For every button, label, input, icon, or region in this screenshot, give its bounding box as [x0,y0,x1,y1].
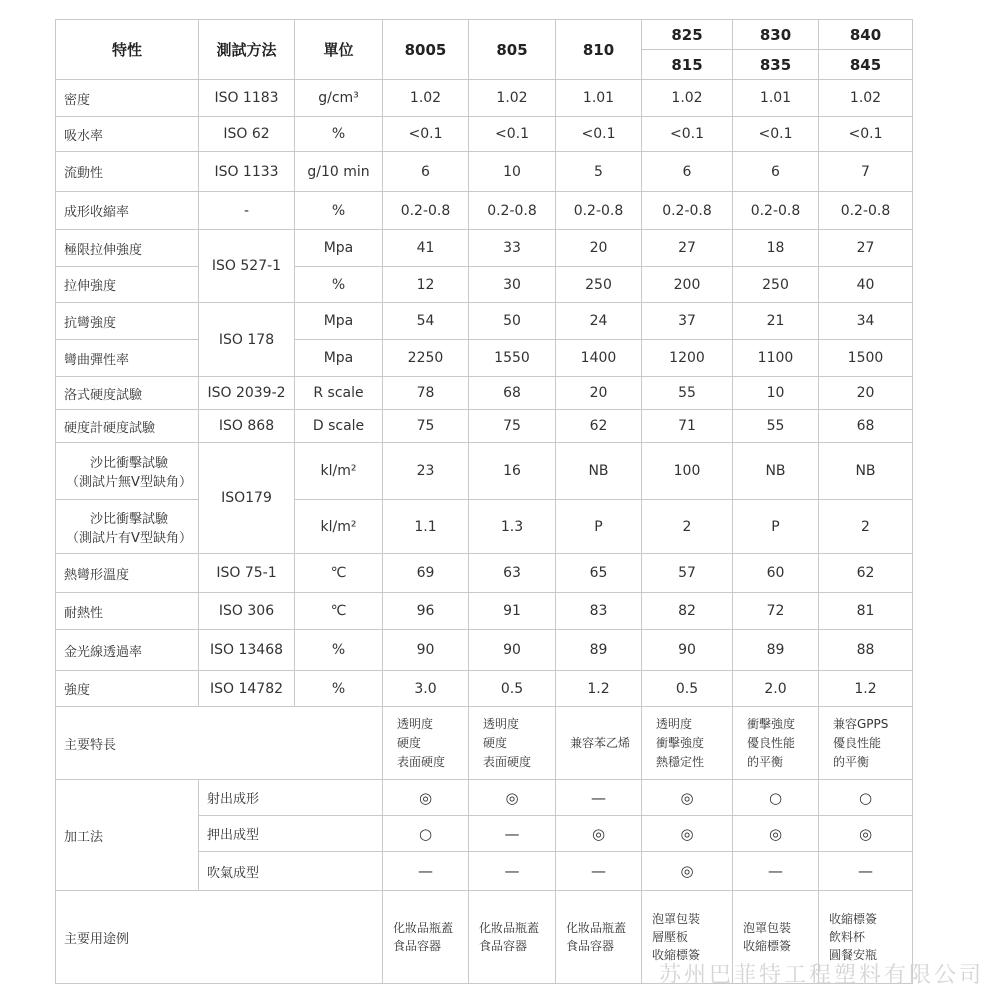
unit: kl/m² [295,500,383,554]
value-cell: 10 [469,152,556,192]
use-line: 飲料杯 [829,930,866,944]
feature-line: 兼容苯乙烯 [570,735,631,750]
value-cell: 3.0 [383,671,469,707]
value-cell: 1.2 [819,671,913,707]
value-cell: 1400 [556,340,642,377]
feature-line: 的平衡 [833,754,870,769]
processing-symbol: — [819,852,913,891]
use-line: 食品容器 [566,939,615,953]
value-cell: 23 [383,443,469,500]
value-cell: 96 [383,593,469,630]
property-note-text: （測試片有V型缺角） [66,530,192,546]
property-name [56,152,199,192]
table-row [56,192,913,230]
value-cell: 69 [383,554,469,593]
header-grade: 805 [469,20,556,80]
value-cell: 6 [383,152,469,192]
value-cell: 37 [642,303,733,340]
use-cell [383,891,469,984]
processing-method: 押出成型 [199,816,383,852]
feature-cell [819,707,913,780]
value-cell: 1500 [819,340,913,377]
test-method: ISO 62 [199,117,295,152]
feature-line: 硬度 [483,735,508,750]
feature-line: 優良性能 [833,735,882,750]
processing-symbol: — [556,852,642,891]
property-name-text: 流動性 [64,166,104,181]
table-row [56,443,913,500]
use-line: 層壓板 [652,930,689,944]
feature-cell [383,707,469,780]
value-cell: 1.02 [469,80,556,117]
property-name-text: 耐熱性 [64,605,104,621]
table-row [56,500,913,554]
value-cell: 82 [642,593,733,630]
value-cell: <0.1 [556,117,642,152]
value-cell: NB [556,443,642,500]
value-cell: 75 [469,410,556,443]
value-cell: 90 [383,630,469,671]
unit: g/10 min [295,152,383,192]
use-cell [556,891,642,984]
property-name [56,500,199,554]
value-cell: <0.1 [819,117,913,152]
value-cell: 65 [556,554,642,593]
value-cell: 34 [819,303,913,340]
feature-line: 兼容GPPS [833,716,889,731]
unit: % [295,267,383,303]
use-line: 食品容器 [393,939,442,953]
property-name-text: 吸水率 [64,128,104,144]
property-name [56,377,199,410]
header-grade: 830 [733,20,819,50]
value-cell: 78 [383,377,469,410]
processing-symbol: ◎ [469,780,556,816]
table-row [56,671,913,707]
property-name [56,267,199,303]
use-line: 收縮標簽 [829,912,878,926]
processing-method: 吹氣成型 [199,852,383,891]
property-name-text: 彎曲彈性率 [64,352,130,368]
value-cell: 250 [733,267,819,303]
header-grade: 815 [642,50,733,80]
value-cell: 90 [642,630,733,671]
use-line: 收縮標簽 [743,939,792,953]
property-name-text: 洛式硬度試驗 [64,387,143,403]
value-cell: 55 [733,410,819,443]
value-cell: 12 [383,267,469,303]
feature-line: 的平衡 [747,754,784,769]
header-property: 特性 [56,20,199,80]
value-cell: 90 [469,630,556,671]
test-method: ISO 1133 [199,152,295,192]
value-cell: 1100 [733,340,819,377]
value-cell: 2 [642,500,733,554]
value-cell: P [733,500,819,554]
feature-line: 優良性能 [747,735,796,750]
use-line: 圓餐安瓶 [829,948,878,962]
unit: % [295,630,383,671]
test-method: ISO 178 [199,303,295,377]
value-cell: 1.3 [469,500,556,554]
feature-line: 熱穩定性 [656,754,705,769]
feature-cell [733,707,819,780]
value-cell: 62 [819,554,913,593]
value-cell: 40 [819,267,913,303]
unit: Mpa [295,303,383,340]
value-cell: 54 [383,303,469,340]
property-name-text: 抗彎強度 [64,315,117,331]
property-name-text: 成形收縮率 [64,205,130,220]
table-row [56,80,913,117]
value-cell: 30 [469,267,556,303]
value-cell: 1550 [469,340,556,377]
processing-symbol: — [556,780,642,816]
unit: ℃ [295,593,383,630]
header-grade: 835 [733,50,819,80]
unit: ℃ [295,554,383,593]
value-cell: 5 [556,152,642,192]
processing-symbol: — [733,852,819,891]
unit: % [295,192,383,230]
value-cell: 83 [556,593,642,630]
value-cell: 2 [819,500,913,554]
table-row [56,20,913,50]
unit: g/cm³ [295,80,383,117]
table-row [56,780,913,816]
property-name [56,340,199,377]
property-name [56,671,199,707]
property-name [56,554,199,593]
value-cell: 55 [642,377,733,410]
test-method: ISO 306 [199,593,295,630]
table-row [56,152,913,192]
value-cell: 20 [556,230,642,267]
value-cell: 72 [733,593,819,630]
property-note-text: （測試片無V型缺角） [66,475,192,490]
property-name [56,117,199,152]
value-cell: 27 [642,230,733,267]
processing-symbol: — [469,816,556,852]
watermark: 苏州巴菲特工程塑料有限公司 [658,963,984,988]
processing-method: 射出成形 [199,780,383,816]
value-cell: 1.02 [819,80,913,117]
feature-line: 透明度 [483,716,520,731]
property-name [56,443,199,500]
value-cell: 200 [642,267,733,303]
value-cell: 88 [819,630,913,671]
processing-symbol: — [383,852,469,891]
processing-symbol: — [469,852,556,891]
header-grade: 825 [642,20,733,50]
header-grade: 8005 [383,20,469,80]
property-name-text: 拉伸強度 [64,279,117,294]
table-row [56,267,913,303]
value-cell: 1.1 [383,500,469,554]
test-method: ISO 1183 [199,80,295,117]
spec-table-body [56,20,913,984]
use-line: 食品容器 [479,939,528,953]
table-row [56,410,913,443]
value-cell: 1.01 [556,80,642,117]
value-cell: NB [819,443,913,500]
use-line: 收縮標簽 [652,948,701,962]
property-name [56,630,199,671]
unit: Mpa [295,230,383,267]
header-method: 測試方法 [199,20,295,80]
feature-line: 透明度 [397,716,434,731]
processing-label: 加工法 [56,780,199,891]
unit: Mpa [295,340,383,377]
value-cell: 1.01 [733,80,819,117]
processing-symbol: ○ [819,780,913,816]
value-cell: 20 [556,377,642,410]
uses-label: 主要用途例 [56,891,383,984]
value-cell: 0.2-0.8 [469,192,556,230]
feature-line: 表面硬度 [397,754,446,769]
unit: kl/m² [295,443,383,500]
property-name [56,192,199,230]
table-row [56,117,913,152]
unit: R scale [295,377,383,410]
value-cell: 0.2-0.8 [642,192,733,230]
features-label: 主要特長 [56,707,383,780]
processing-symbol: ◎ [642,780,733,816]
value-cell: <0.1 [642,117,733,152]
property-name-text: 強度 [64,683,91,698]
value-cell: 100 [642,443,733,500]
table-row [56,593,913,630]
value-cell: 0.2-0.8 [383,192,469,230]
processing-symbol: ◎ [733,816,819,852]
test-method: ISO 868 [199,410,295,443]
value-cell: 2.0 [733,671,819,707]
value-cell: 1200 [642,340,733,377]
property-name-text: 金光線透過率 [64,644,143,660]
test-method: ISO 2039-2 [199,377,295,410]
value-cell: 57 [642,554,733,593]
value-cell: 62 [556,410,642,443]
processing-symbol: ◎ [819,816,913,852]
table-row [56,230,913,267]
value-cell: 18 [733,230,819,267]
property-name-text: 硬度計硬度試驗 [64,420,156,436]
value-cell: 71 [642,410,733,443]
property-name [56,303,199,340]
table-row [56,630,913,671]
table-row [56,340,913,377]
value-cell: 33 [469,230,556,267]
value-cell: 0.5 [642,671,733,707]
processing-symbol: ◎ [383,780,469,816]
feature-line: 表面硬度 [483,754,532,769]
value-cell: 10 [733,377,819,410]
value-cell: 41 [383,230,469,267]
value-cell: 60 [733,554,819,593]
spec-table [55,19,913,984]
property-name-text: 密度 [64,92,91,108]
value-cell: 0.2-0.8 [819,192,913,230]
property-name [56,410,199,443]
test-method: - [199,192,295,230]
use-line: 泡罩包裝 [743,921,792,935]
value-cell: 20 [819,377,913,410]
value-cell: 89 [556,630,642,671]
test-method: ISO 527-1 [199,230,295,303]
value-cell: 1.2 [556,671,642,707]
value-cell: 24 [556,303,642,340]
table-row [56,303,913,340]
header-grade: 810 [556,20,642,80]
feature-line: 衝擊強度 [747,716,796,731]
unit: % [295,117,383,152]
unit: D scale [295,410,383,443]
value-cell: 89 [733,630,819,671]
value-cell: 6 [733,152,819,192]
property-name-text: 熱彎形溫度 [64,567,130,583]
value-cell: 0.2-0.8 [556,192,642,230]
value-cell: 21 [733,303,819,340]
feature-line: 透明度 [656,716,693,731]
test-method: ISO 75-1 [199,554,295,593]
use-line: 泡罩包裝 [652,912,701,926]
use-line: 化妝品瓶蓋 [566,921,627,935]
test-method: ISO 13468 [199,630,295,671]
value-cell: 1.02 [383,80,469,117]
value-cell: NB [733,443,819,500]
value-cell: 7 [819,152,913,192]
property-name [56,230,199,267]
value-cell: 0.5 [469,671,556,707]
processing-symbol: ○ [733,780,819,816]
use-line: 化妝品瓶蓋 [393,921,454,935]
feature-cell [642,707,733,780]
use-line: 化妝品瓶蓋 [479,921,540,935]
table-row [56,707,913,780]
header-grade: 840 [819,20,913,50]
property-name-text: 極限拉伸強度 [64,242,143,258]
value-cell: P [556,500,642,554]
header-grade: 845 [819,50,913,80]
processing-symbol: ○ [383,816,469,852]
value-cell: 16 [469,443,556,500]
value-cell: <0.1 [733,117,819,152]
value-cell: 68 [819,410,913,443]
value-cell: 2250 [383,340,469,377]
header-unit: 單位 [295,20,383,80]
feature-line: 衝擊強度 [656,735,705,750]
property-name-text: 沙比衝擊試驗 [89,511,168,527]
value-cell: 50 [469,303,556,340]
property-name [56,593,199,630]
value-cell: 75 [383,410,469,443]
value-cell: 6 [642,152,733,192]
value-cell: 63 [469,554,556,593]
test-method: ISO179 [199,443,295,554]
table-row [56,377,913,410]
processing-symbol: ◎ [642,852,733,891]
feature-cell [556,707,642,780]
value-cell: <0.1 [469,117,556,152]
test-method: ISO 14782 [199,671,295,707]
feature-cell [469,707,556,780]
value-cell: 0.2-0.8 [733,192,819,230]
feature-line: 硬度 [397,735,422,750]
table-row [56,554,913,593]
property-name-text: 沙比衝擊試驗 [89,456,168,471]
unit: % [295,671,383,707]
processing-symbol: ◎ [556,816,642,852]
processing-symbol: ◎ [642,816,733,852]
value-cell: <0.1 [383,117,469,152]
use-cell [469,891,556,984]
value-cell: 68 [469,377,556,410]
value-cell: 27 [819,230,913,267]
value-cell: 250 [556,267,642,303]
property-name [56,80,199,117]
value-cell: 91 [469,593,556,630]
value-cell: 81 [819,593,913,630]
value-cell: 1.02 [642,80,733,117]
